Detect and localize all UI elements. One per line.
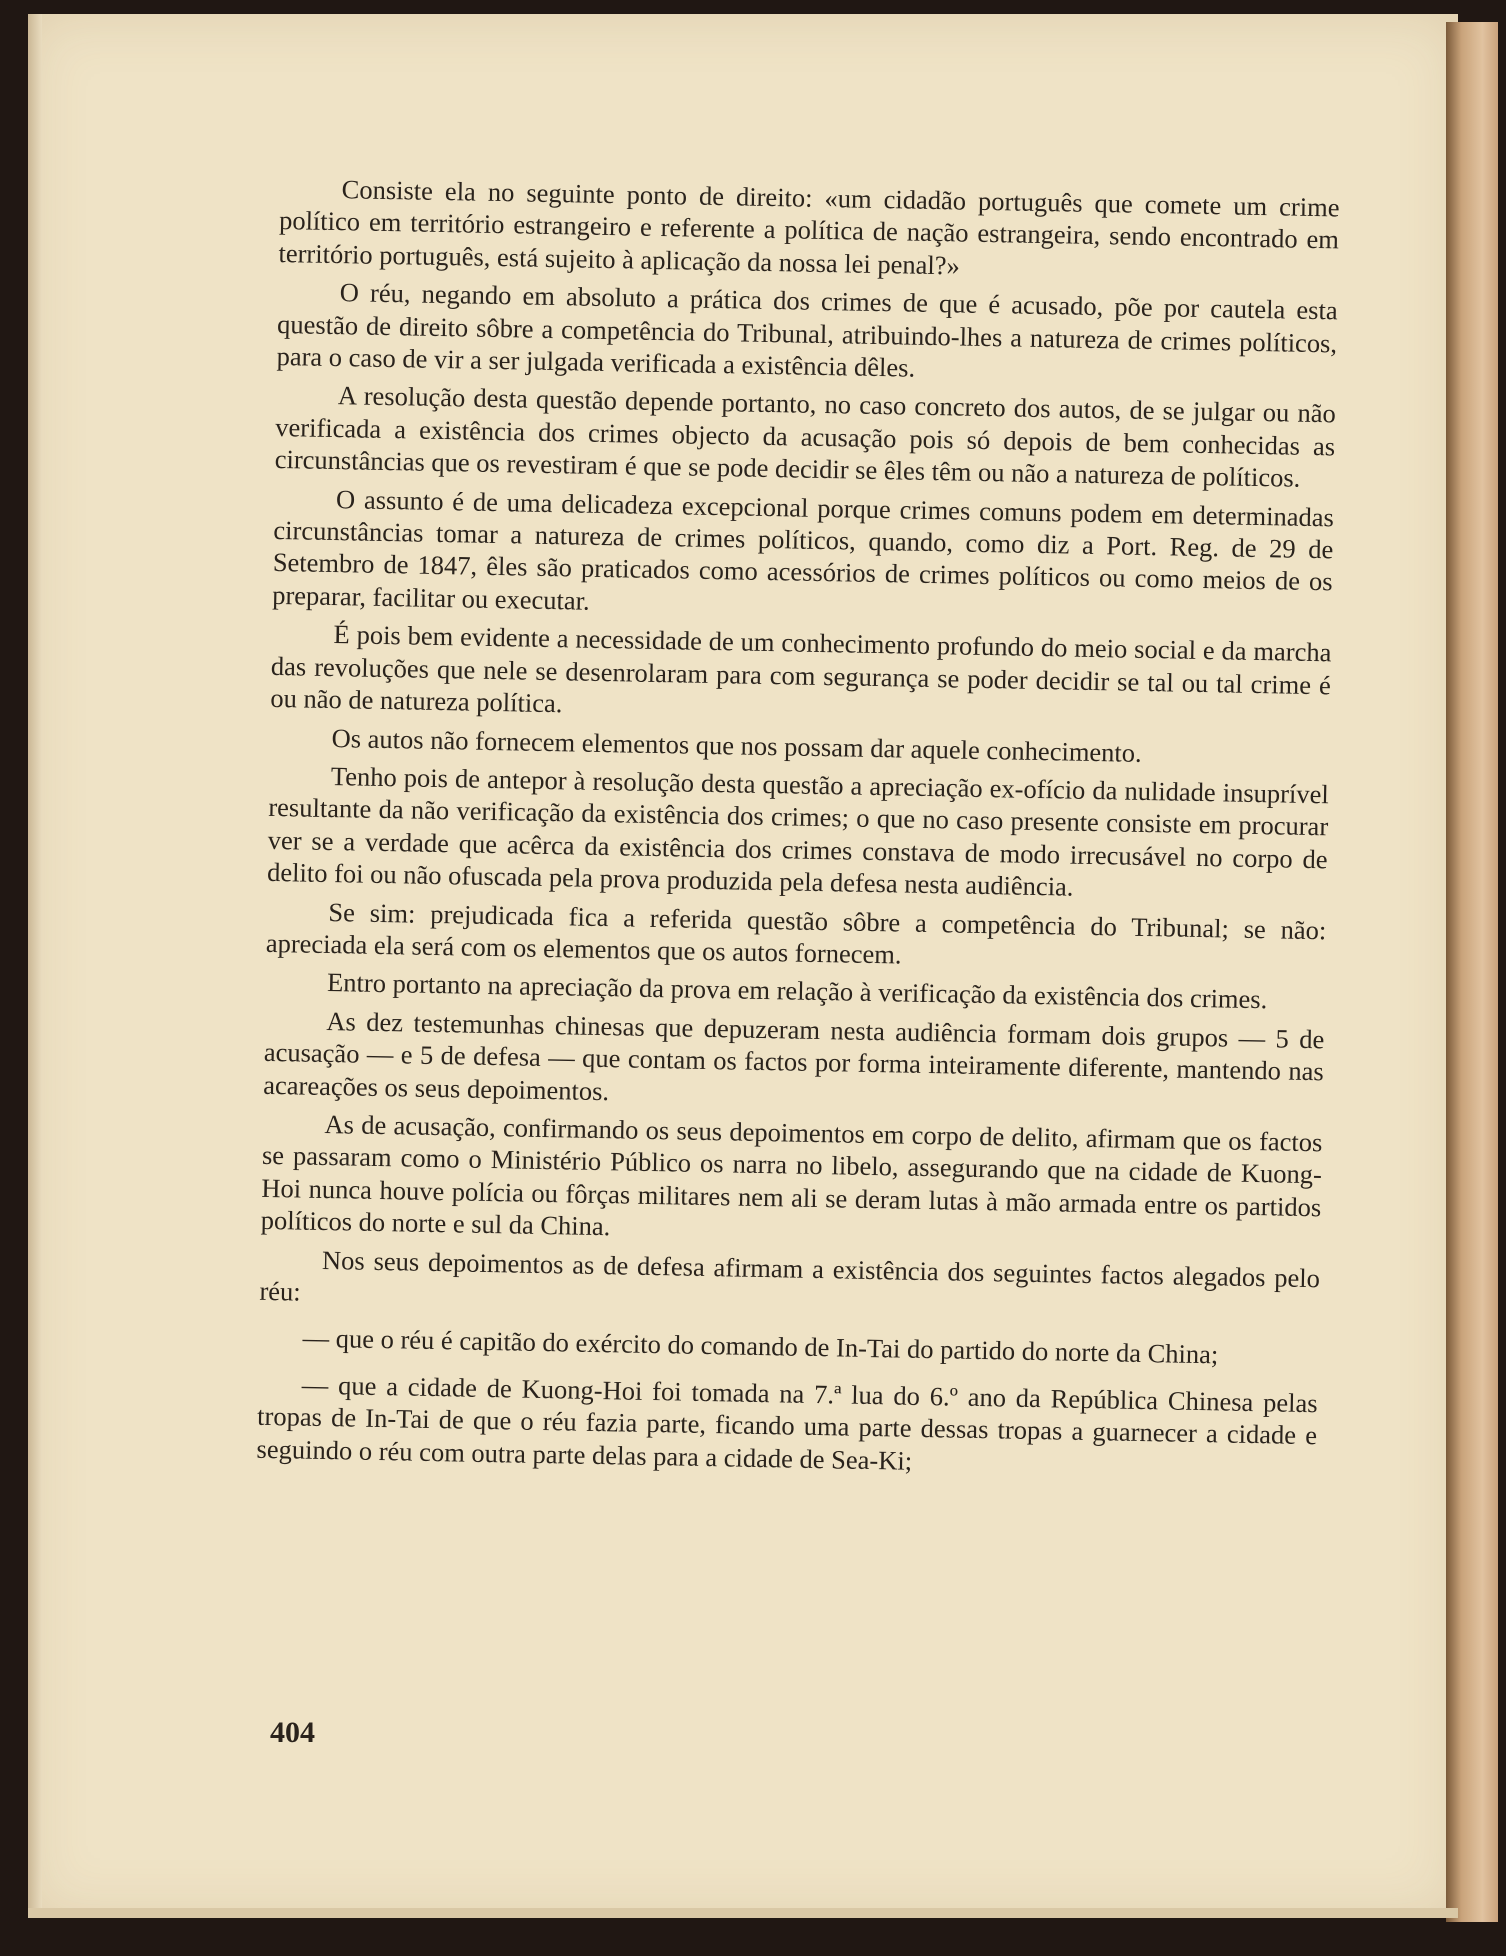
paragraph: Consiste ela no seguinte ponto de direito: «um cidadão português que comete um crime político em território estrangeiro e referente a política de nação estrangeira, sendo encontrado em território português, está sujeito à aplicação da nossa lei penal?» [278,174,1340,281]
paragraph: Se sim: prejudicada fica a referida questão sôbre a competência do Tribunal; se não: apreciada ela será com os elementos que os autos fornecem. [265,896,1327,970]
paragraph: Entro portanto na apreciação da prova em relação à verificação da existência dos crimes. [326,967,1268,1015]
body-text [256,172,1340,1494]
page-bottom-edge [28,1908,1458,1918]
paragraph: Os autos não fornecem elementos que nos possam dar aquele conhecimento. [331,722,1143,768]
page-binding-edge [28,14,42,1918]
next-page-edge [1446,22,1498,1922]
paragraph: — que a cidade de Kuong-Hoi foi tomada na 7.ª lua do 6.º ano da República Chinesa pelas tropas de In-Tai de que o réu fazia parte, ficando uma parte dessas tropas a guarnecer a cidade e seguindo o réu com outra parte delas para a cidade de Sea-Ki; [256,1369,1318,1476]
paragraph: A resolução desta questão depende portanto, no caso concreto dos autos, de se julgar ou não verificada a existência dos crimes objecto da acusação pois só depois de bem conhecidas as circunstâncias que os revestiram é que se pode decidir se êles têm ou não a natureza de políticos. [274,380,1337,493]
paragraph: Nos seus depoimentos as de defesa afirmam a existência dos seguintes factos alegados pelo réu: [259,1244,1321,1307]
paragraph: O assunto é de uma delicadeza excepcional porque crimes comuns podem em determinadas circunstâncias tomar a natureza de crimes políticos, quando, como diz a Port. Reg. de 29 de Setembro de 1847, êles são praticados como acessórios de crimes políticos ou como meios de os preparar, facilitar ou executar. [271,483,1335,616]
paragraph: O réu, negando em absoluto a prática dos crimes de que é acusado, põe por cautela esta questão de direito sôbre a competência do Tribunal, atribuindo-lhes a natureza de crimes políticos, para o caso de vir a ser julgada verificada a existência dêles. [276,277,1338,383]
paragraph: É pois bem evidente a necessidade de um conhecimento profundo do meio social e da marcha das revoluções que nele se desenrolaram para com segurança se poder decidir se tal ou tal crime é ou não de natureza política. [270,619,1332,719]
paragraph: As dez testemunhas chinesas que depuzeram nesta audiência formam dois grupos — 5 de acusação — e 5 de defesa — que contam os factos por forma inteiramente diferente, mantendo nas acareações os seus depoimentos. [263,1005,1325,1106]
paragraph: Tenho pois de antepor à resolução desta questão a apreciação ex-ofício da nulidade insuprível resultante da não verificação da existência dos crimes; o que no caso presente consiste em procurar ver se a verdade que acêrca da existência dos crimes constava de modo irrecusável no corpo de delito foi ou não ofuscada pela prova produzida pela defesa nesta audiência. [266,760,1330,902]
paragraph: As de acusação, confirmando os seus depoimentos em corpo de delito, afirmam que os factos se passaram como o Ministério Público os narra no libelo, assegurando que na cidade de Kuong-Hoi nunca houve polícia ou fôrças militares nem ali se deram lutas à mão armada entre os partidos políticos do norte e sul da China. [260,1108,1323,1242]
paragraph: — que o réu é capitão do exército do comando de In-Tai do partido do norte da China; [302,1323,1219,1370]
page-number: 404 [270,1716,315,1749]
